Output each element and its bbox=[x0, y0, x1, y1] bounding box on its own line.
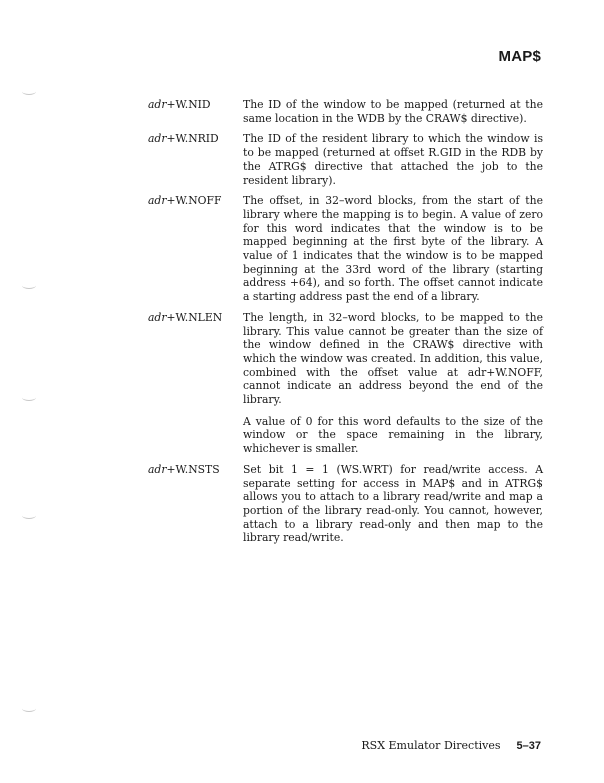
term-prefix: adr bbox=[148, 132, 167, 146]
entry-w-noff bbox=[148, 194, 543, 304]
term-suffix: +W.NID bbox=[166, 98, 211, 111]
paragraph: The length, in 32–word blocks, to be mapped to the library. This value cannot be greater than the size of the window defined in the CRAW$ directive with which the window was created. In addition, this value, combined with the offset value at adr+W.NOFF, cannot indicate an address beyond the end of the library. bbox=[243, 310, 543, 407]
paragraph: A value of 0 for this word defaults to the size of the window or the space remaining in the library, whichever is smaller. bbox=[243, 414, 543, 456]
binder-hole-mark bbox=[22, 705, 36, 712]
footer-section: RSX Emulator Directives bbox=[361, 739, 501, 752]
entry-term bbox=[148, 132, 243, 187]
entry-w-nrid bbox=[148, 132, 543, 187]
entry-term bbox=[148, 194, 243, 304]
entry-term bbox=[148, 311, 243, 456]
term-prefix: adr bbox=[148, 194, 167, 208]
entry-description bbox=[243, 98, 543, 125]
term-suffix: +W.NOFF bbox=[166, 194, 222, 208]
term-prefix: adr bbox=[148, 98, 167, 111]
definition-list bbox=[148, 98, 543, 552]
term-suffix: +W.NSTS bbox=[166, 462, 220, 476]
binder-hole-mark bbox=[22, 282, 36, 289]
entry-term bbox=[148, 463, 243, 545]
term-prefix: adr bbox=[148, 462, 167, 476]
paragraph: The ID of the window to be mapped (returned at the same location in the WDB by the CRAW$ directive). bbox=[243, 98, 543, 125]
paragraph: The ID of the resident library to which the window is to be mapped (returned at offset R.GID in the RDB by the ATRG$ directive that attached the job to the resident library). bbox=[243, 132, 543, 187]
binder-hole-mark bbox=[22, 88, 36, 95]
page-footer bbox=[361, 739, 541, 752]
entry-description bbox=[243, 132, 543, 187]
entry-description bbox=[243, 311, 543, 456]
binder-hole-mark bbox=[22, 512, 36, 519]
entry-description bbox=[243, 463, 543, 545]
binder-hole-mark bbox=[22, 394, 36, 401]
term-prefix: adr bbox=[148, 310, 167, 324]
entry-w-nsts bbox=[148, 463, 543, 545]
entry-w-nid bbox=[148, 98, 543, 125]
term-suffix: +W.NLEN bbox=[166, 310, 223, 324]
paragraph: The offset, in 32–word blocks, from the start of the library where the mapping is to begin. A value of zero for this word indicates that the window is to be mapped beginning at the first byte of the library. A value of 1 indicates that the window is to be mapped beginning at the 33rd word of the library (starting address +64), and so forth. The offset cannot indicate a starting address past the end of a library. bbox=[243, 194, 543, 304]
entry-w-nlen bbox=[148, 311, 543, 456]
term-suffix: +W.NRID bbox=[166, 132, 219, 146]
page-title: MAP$ bbox=[498, 48, 541, 65]
paragraph: Set bit 1 = 1 (WS.WRT) for read/write access. A separate setting for access in MAP$ and in ATRG$ allows you to attach to a library read/write and map a portion of the library read-only. You cannot, however, attach to a library read-only and then map to the library read/write. bbox=[243, 462, 543, 545]
entry-term bbox=[148, 98, 243, 125]
entry-description bbox=[243, 194, 543, 304]
page-number: 5–37 bbox=[516, 740, 541, 752]
